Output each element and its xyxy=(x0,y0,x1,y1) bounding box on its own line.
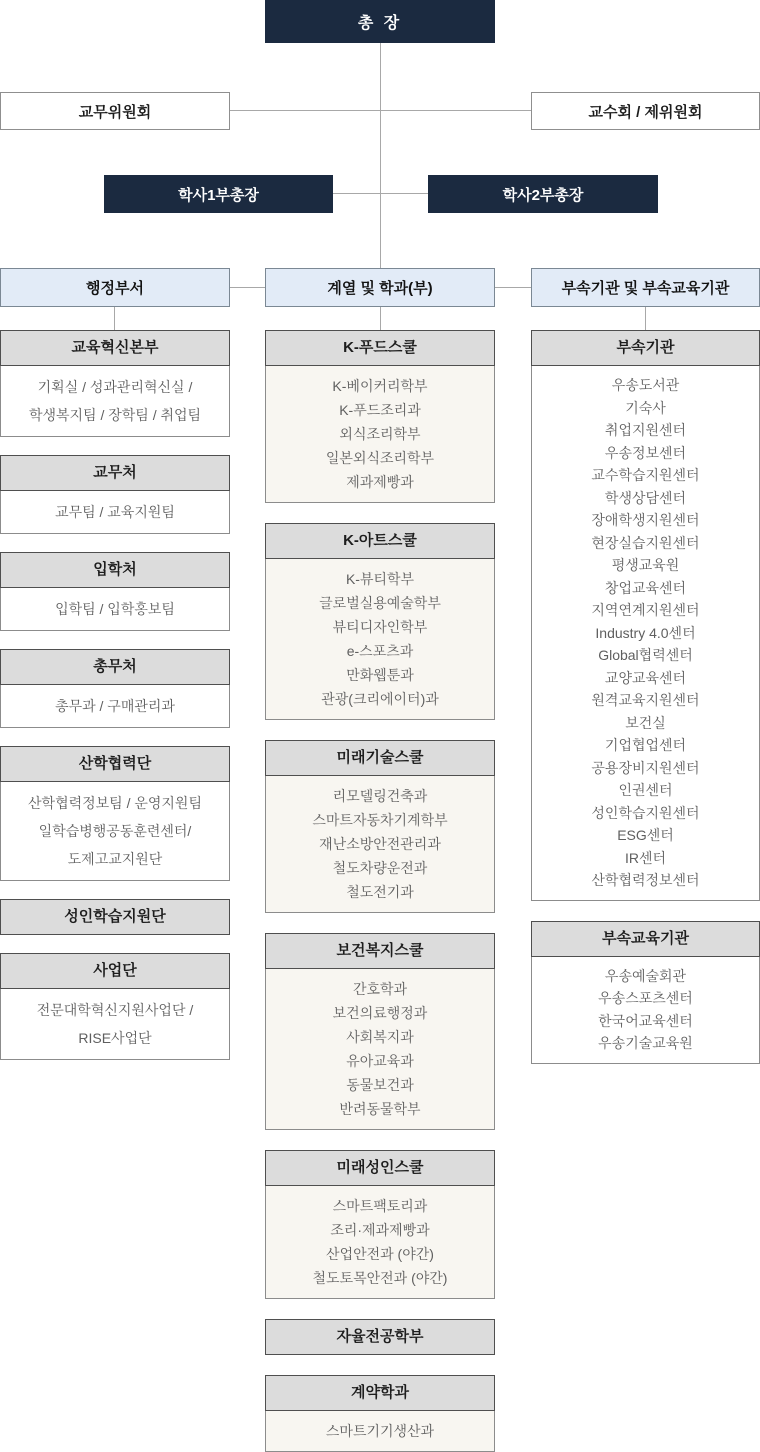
box-title: K-아트스쿨 xyxy=(265,523,495,559)
box-title: K-푸드스쿨 xyxy=(265,330,495,366)
org-box xyxy=(265,933,495,1130)
vice-horizontal-line xyxy=(333,193,428,194)
box-line: 외식조리학부 xyxy=(339,426,421,442)
box-title: 사업단 xyxy=(0,953,230,989)
box-body xyxy=(265,776,495,913)
box-line: 만화웹툰과 xyxy=(346,667,414,683)
box-line: 교무팀 / 교육지원팀 xyxy=(55,504,175,520)
box-title: 계약학과 xyxy=(265,1375,495,1411)
vice-president2-label: 학사2부총장 xyxy=(502,186,584,204)
box-line: 우송기술교육원 xyxy=(598,1035,693,1051)
departments-column xyxy=(265,330,495,1452)
box-line: 일학습병행공동훈련센터/ xyxy=(38,823,192,839)
box-line: 기획실 / 성과관리혁신실 / xyxy=(37,379,193,395)
box-line: 우송예술회관 xyxy=(604,967,687,984)
box-line: 스마트기기생산과 xyxy=(325,1423,435,1439)
org-box xyxy=(531,330,760,901)
box-line: K-베이커리학부 xyxy=(332,378,428,394)
box-line: 동물보건과 xyxy=(346,1077,414,1093)
box-line: 글로벌실용예술학부 xyxy=(319,595,441,611)
box-title: 자율전공학부 xyxy=(265,1319,495,1355)
box-line: 일본외식조리학부 xyxy=(325,450,435,466)
box-line: ESG센터 xyxy=(617,827,674,843)
box-line: 우송스포츠센터 xyxy=(598,990,693,1006)
column-header-departments-label: 계열 및 학과(부) xyxy=(327,280,433,297)
committee-horizontal-line xyxy=(230,110,531,111)
box-line: 한국어교육센터 xyxy=(598,1012,693,1029)
box-title: 미래성인스쿨 xyxy=(265,1150,495,1186)
box-body xyxy=(0,491,230,534)
box-title: 성인학습지원단 xyxy=(0,899,230,935)
box-line: K-푸드조리과 xyxy=(339,402,421,418)
box-title: 미래기술스쿨 xyxy=(265,740,495,776)
box-line: 우송도서관 xyxy=(611,377,680,393)
center-vertical-line xyxy=(380,43,381,268)
box-line: 산업안전과 (야간) xyxy=(326,1246,434,1262)
box-title: 교육혁신본부 xyxy=(0,330,230,366)
box-line: 총무과 / 구매관리과 xyxy=(55,698,175,714)
box-line: 스마트팩토리과 xyxy=(332,1198,428,1214)
box-line: Global협력센터 xyxy=(598,647,693,663)
box-body xyxy=(0,989,230,1060)
box-line: 철도전기과 xyxy=(346,884,414,900)
column-header-departments xyxy=(265,268,495,307)
president-box xyxy=(265,0,495,43)
box-body xyxy=(0,588,230,631)
org-box xyxy=(0,899,230,935)
box-line: K-뷰티학부 xyxy=(345,571,415,587)
column-header-affiliates xyxy=(531,268,760,307)
box-line: 교양교육센터 xyxy=(604,669,687,686)
box-title: 보건복지스쿨 xyxy=(265,933,495,969)
departments-stub-line xyxy=(380,307,381,330)
box-body xyxy=(531,957,760,1064)
box-line: 공용장비지원센터 xyxy=(591,759,700,776)
box-line: 철도차량운전과 xyxy=(332,860,428,876)
box-line: IR센터 xyxy=(624,849,667,866)
box-line: RISE사업단 xyxy=(78,1030,152,1046)
professor-council-box xyxy=(531,92,760,130)
box-line: 현장실습지원센터 xyxy=(591,534,700,551)
box-line: 뷰티디자인학부 xyxy=(332,619,428,635)
box-line: 사회복지과 xyxy=(346,1029,414,1045)
box-line: 우송정보센터 xyxy=(604,444,687,461)
box-line: 스마트자동차기계학부 xyxy=(312,812,448,828)
box-title: 부속교육기관 xyxy=(531,921,760,957)
vice-president2-box xyxy=(428,175,658,213)
admin-stub-line xyxy=(114,307,115,330)
org-box xyxy=(0,746,230,881)
box-line: 리모델링건축과 xyxy=(332,788,428,804)
box-body xyxy=(0,685,230,728)
column-header-admin xyxy=(0,268,230,307)
box-line: 취업지원센터 xyxy=(604,422,687,438)
org-box xyxy=(265,1150,495,1299)
vice-president1-label: 학사1부총장 xyxy=(178,186,259,204)
box-line: 도제고교지원단 xyxy=(67,851,163,867)
box-line: 교수학습지원센터 xyxy=(591,467,700,483)
box-line: 평생교육원 xyxy=(611,557,680,573)
box-line: 창업교육센터 xyxy=(604,579,687,596)
org-box xyxy=(0,953,230,1060)
org-box xyxy=(265,523,495,720)
box-title: 부속기관 xyxy=(531,330,760,366)
president-label: 총 장 xyxy=(357,15,403,32)
header-link-line-left xyxy=(230,287,265,288)
box-line: 반려동물학부 xyxy=(339,1101,421,1117)
box-body xyxy=(265,1186,495,1299)
affiliates-column xyxy=(531,330,760,1064)
org-box xyxy=(0,455,230,534)
org-box xyxy=(0,649,230,728)
box-line: Industry 4.0센터 xyxy=(595,624,696,641)
box-line: 전문대학혁신지원사업단 / xyxy=(36,1002,194,1018)
box-line: 입학팀 / 입학홍보팀 xyxy=(55,601,175,617)
box-line: 철도토목안전과 (야간) xyxy=(312,1270,448,1286)
box-line: e-스포츠과 xyxy=(346,643,414,659)
affiliates-stub-line xyxy=(645,307,646,330)
box-title: 교무처 xyxy=(0,455,230,491)
box-title: 산학협력단 xyxy=(0,746,230,782)
org-box xyxy=(265,330,495,503)
box-line: 보건실 xyxy=(625,714,666,731)
box-line: 조리·제과제빵과 xyxy=(330,1222,430,1238)
box-title: 입학처 xyxy=(0,552,230,588)
box-line: 인권센터 xyxy=(618,782,673,798)
professor-council-label: 교수회 / 제위원회 xyxy=(588,103,703,121)
box-line: 기업협업센터 xyxy=(604,737,687,753)
box-line: 유아교육과 xyxy=(346,1053,414,1069)
box-line: 보건의료행정과 xyxy=(332,1005,428,1021)
faculty-committee-label: 교무위원회 xyxy=(78,103,152,121)
org-box xyxy=(0,330,230,437)
box-line: 관광(크리에이터)과 xyxy=(321,691,439,707)
box-body xyxy=(265,366,495,503)
box-title: 총무처 xyxy=(0,649,230,685)
column-header-admin-label: 행정부서 xyxy=(86,280,144,297)
box-line: 장애학생지원센터 xyxy=(591,512,700,528)
box-body xyxy=(265,969,495,1130)
org-box xyxy=(0,552,230,631)
box-line: 제과제빵과 xyxy=(346,474,414,490)
box-line: 간호학과 xyxy=(352,981,408,997)
box-line: 산학협력정보팀 / 운영지원팀 xyxy=(28,795,202,811)
header-link-line-right xyxy=(495,287,531,288)
faculty-committee-box xyxy=(0,92,230,130)
box-line: 성인학습지원센터 xyxy=(591,804,700,821)
org-box xyxy=(265,1375,495,1452)
box-body xyxy=(0,782,230,881)
box-body xyxy=(265,559,495,720)
column-header-affiliates-label: 부속기관 및 부속교육기관 xyxy=(561,280,730,297)
box-line: 기숙사 xyxy=(625,399,666,416)
box-line: 학생복지팀 / 장학팀 / 취업팀 xyxy=(28,407,202,423)
box-body xyxy=(0,366,230,437)
box-line: 지역연계지원센터 xyxy=(591,602,700,618)
box-line: 산학협력정보센터 xyxy=(591,872,700,888)
box-body xyxy=(265,1411,495,1452)
org-box xyxy=(265,740,495,913)
admin-column xyxy=(0,330,230,1060)
box-line: 학생상담센터 xyxy=(604,489,687,506)
vice-president1-box xyxy=(104,175,333,213)
box-line: 재난소방안전관리과 xyxy=(319,836,441,852)
box-body xyxy=(531,366,760,901)
box-line: 원격교육지원센터 xyxy=(591,692,700,708)
org-box xyxy=(531,921,760,1064)
org-box xyxy=(265,1319,495,1355)
